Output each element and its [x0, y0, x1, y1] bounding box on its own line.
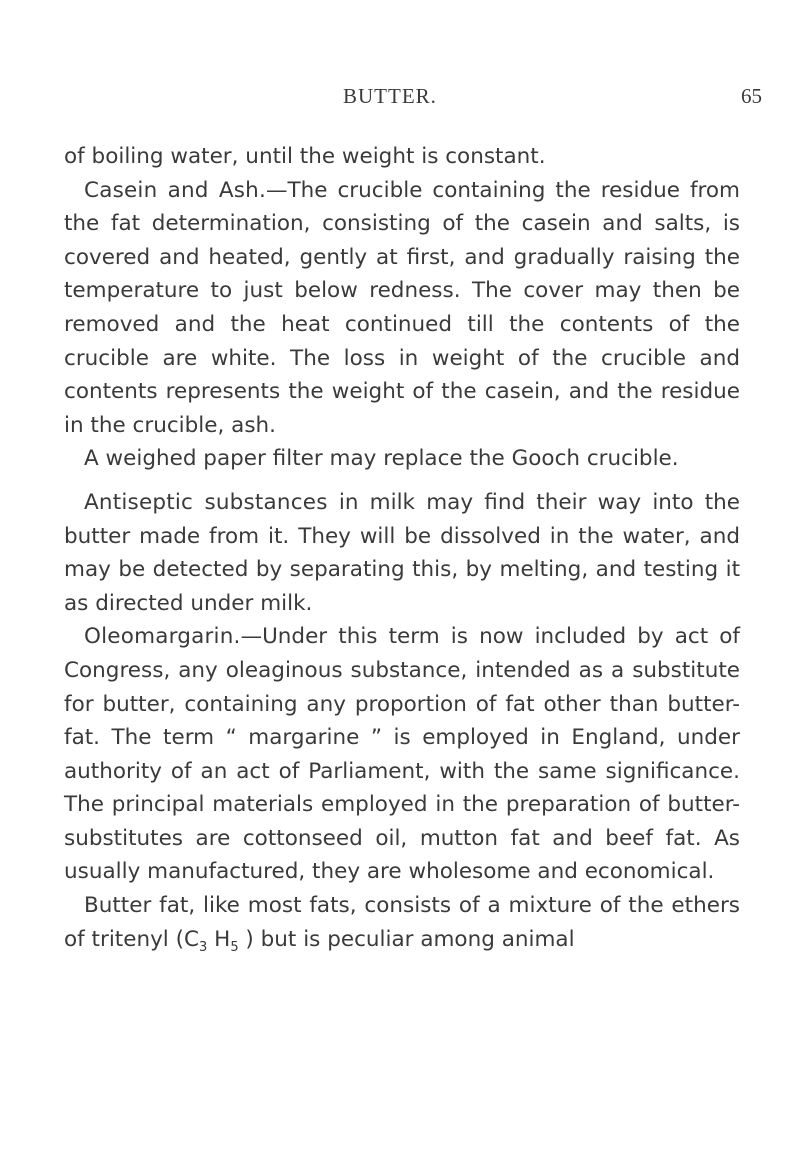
paragraph-text: of boiling water, until the weight is constant.	[64, 144, 546, 169]
section-heading: Antiseptic substances	[84, 489, 328, 515]
paragraph-text: —The crucible containing the residue from the fat determination, consisting of the casein and salts, is covered and heated, gently at first, and gradually raising the temperature to just below redness. The cover may then be removed and the heat continued till the contents of the crucible are white. The loss in weight of the crucible and contents represents the weight of the casein, and the residue in the crucible, ash.	[64, 177, 740, 438]
paragraph-antiseptic	[64, 486, 740, 620]
paragraph-text: —Under this term is now included by act of Congress, any oleaginous substance, intended as a substitute for butter, containing any proportion of fat other than butter-fat. The term “ margarine ” is employed in England, under authority of an act of Parliament, with the same significance. The principal materials employed in the preparation of butter-substitutes are cottonseed oil, mutton fat and beef fat. As usually manufactured, they are wholesome and economical.	[64, 624, 740, 885]
paragraph-continuation	[64, 140, 740, 174]
subscript: 5	[230, 939, 239, 955]
paragraph-oleomargarin	[64, 620, 740, 889]
running-header	[0, 84, 800, 114]
paragraph-text: A weighed paper filter may replace the Gooch crucible.	[84, 446, 679, 472]
paragraph-casein-ash	[64, 174, 740, 443]
paragraph-gap	[64, 476, 740, 486]
section-heading: Oleomargarin.	[84, 624, 241, 650]
paragraph-butter-fat	[64, 889, 740, 956]
page-number: 65	[741, 84, 762, 108]
section-heading: Casein and Ash.	[84, 177, 267, 203]
subscript: 3	[199, 939, 208, 955]
paragraph-text: in milk may find their way into the butter made from it. They will be dissolved in the water, and may be detected by separating this, by melting, and testing it as directed under milk.	[64, 489, 741, 616]
paragraph-text: H	[207, 926, 231, 952]
paragraph-text: Butter fat, like most fats, consists of a mixture of the ethers of tritenyl (C	[64, 893, 740, 952]
paragraph-paper-filter	[64, 442, 740, 476]
running-title: BUTTER.	[343, 84, 437, 108]
paragraph-text: ) but is peculiar among animal	[238, 926, 575, 952]
body-text	[64, 140, 740, 956]
